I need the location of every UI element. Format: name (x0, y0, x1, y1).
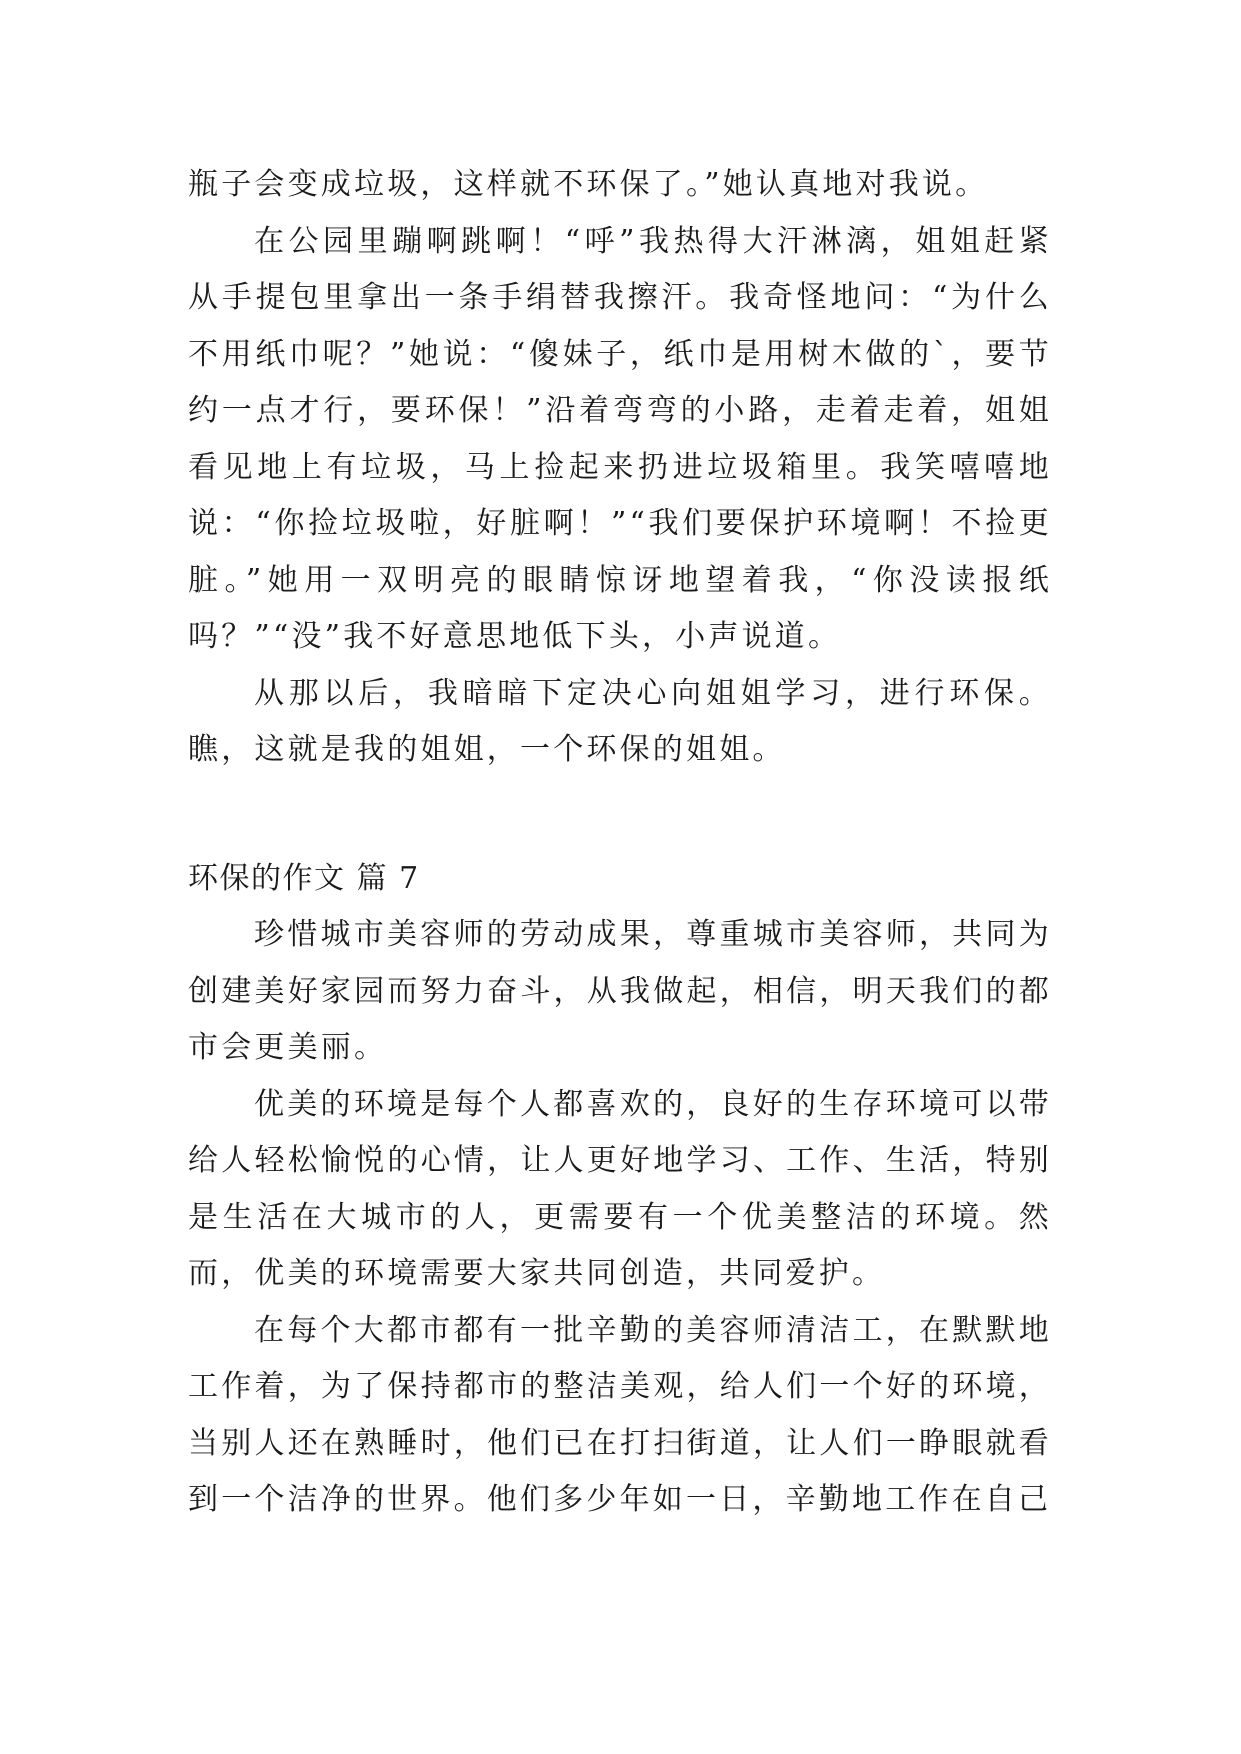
paragraph: 优美的环境是每个人都喜欢的，良好的生存环境可以带给人轻松愉悦的心情，让人更好地学习、工作、生活，特别是生活在大城市的人，更需要有一个优美整洁的环境。然而，优美的环境需要大家共同创造，共同爱护。 (188, 1086, 1052, 1291)
paragraph: 从那以后，我暗暗下定决心向姐姐学习，进行环保。瞧，这就是我的姐姐，一个环保的姐姐。 (188, 675, 1052, 767)
paragraph: 在公园里蹦啊跳啊！“呼”我热得大汗淋漓，姐姐赶紧从手提包里拿出一条手绢替我擦汗。我奇怪地问：“为什么不用纸巾呢？”她说：“傻妹子，纸巾是用树木做的`，要节约一点才行，要环保！”沿着弯弯的小路，走着走着，姐姐看见地上有垃圾，马上捡起来扔进垃圾箱里。我笑嘻嘻地说：“你捡垃圾啦，好脏啊！”“我们要保护环境啊！不捡更脏。”她用一双明亮的眼睛惊讶地望着我，“你没读报纸吗？”“没”我不好意思地低下头，小声说道。 (188, 223, 1052, 654)
paragraph: 珍惜城市美容师的劳动成果，尊重城市美容师，共同为创建美好家园而努力奋斗，从我做起，相信，明天我们的都市会更美丽。 (188, 917, 1052, 1065)
paragraph: 瓶子会变成垃圾，这样就不环保了。”她认真地对我说。 (188, 167, 989, 202)
section-heading: 环保的作文 篇 7 (188, 860, 420, 896)
paragraph: 在每个大都市都有一批辛勤的美容师清洁工，在默默地工作着，为了保持都市的整洁美观，给人们一个好的环境，当别人还在熟睡时，他们已在打扫街道，让人们一睁眼就看到一个洁净的世界。他们多少年如一日，辛勤地工作在自己 (188, 1312, 1052, 1517)
document-body (188, 157, 1052, 1529)
